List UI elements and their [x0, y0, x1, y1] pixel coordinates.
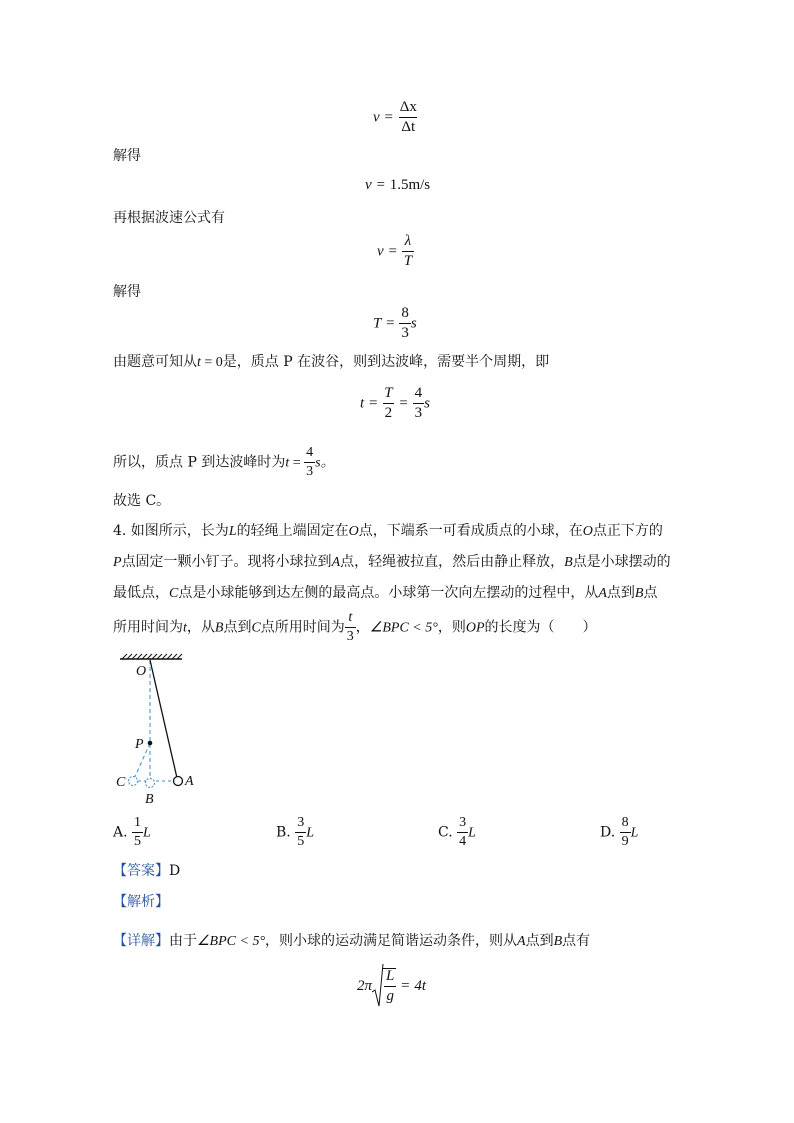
fraction: $\frac{3}{5}$	[297, 815, 305, 849]
question-4-line-1: 4. 如图所示，长为L的轻绳上端固定在O点，下端系一可看成质点的小球，在O点正下方的	[113, 523, 663, 539]
label-b: B	[145, 792, 154, 807]
text-jiede-2: 解得	[113, 284, 141, 300]
option-d[interactable]: D. $\frac{8}{9}$ L	[600, 815, 639, 849]
equation-half-period: t = $\frac{T}{2}$ = $\frac{4}{3}$ s	[360, 385, 430, 421]
nail-point	[148, 741, 153, 746]
text-problem-analysis: 由题意可知从t = 0是，质点 P 在波谷，则到达波峰，需要半个周期，即	[113, 354, 550, 370]
question-4-line-3: 最低点，C点是小球能够到达左侧的最高点。小球第一次向左摆动的过程中，从A点到B点	[113, 585, 658, 601]
option-c[interactable]: C. $\frac{3}{4}$ L	[438, 815, 476, 849]
ball-a	[174, 777, 183, 786]
detail-line: 【详解】由于∠BPC < 5°，则小球的运动满足简谐运动条件，则从A点到B点有	[113, 933, 591, 949]
fraction: $\frac{\lambda}{T}$	[403, 233, 413, 269]
analysis-line	[113, 892, 169, 912]
rope-line	[150, 660, 177, 778]
pendulum-diagram	[110, 652, 210, 812]
label-o: O	[136, 664, 147, 679]
ball-c	[129, 777, 138, 786]
option-b[interactable]: B. $\frac{3}{5}$ L	[276, 815, 314, 849]
fraction: $\frac{8}{3}$	[401, 305, 409, 341]
label-c: C	[116, 775, 126, 790]
equation-period: T = $\frac{8}{3}$ s	[373, 305, 417, 341]
analysis-label: 【解析】	[113, 894, 169, 910]
equation-velocity-value: v = 1.5m/s	[365, 177, 431, 193]
fraction: $\frac{3}{4}$	[459, 815, 467, 849]
answer-value: D	[169, 863, 181, 879]
fraction: $\frac{L}{g}$	[386, 968, 395, 1004]
equation-wave-speed: v = $\frac{\lambda}{T}$	[377, 233, 413, 269]
text-conclusion: 所以，质点 P 到达波峰时为t = $\frac{4}{3}$ s。	[113, 445, 335, 479]
fraction: $\frac{1}{5}$	[134, 815, 142, 849]
option-a[interactable]: A. $\frac{1}{5}$ L	[113, 815, 151, 849]
detail-label: 【详解】	[113, 933, 169, 949]
fraction: $\frac{\Delta x}{\Delta t}$	[399, 99, 417, 135]
equation-velocity-def: v = $\frac{\Delta x}{\Delta t}$	[373, 99, 417, 135]
text-jiede-1: 解得	[113, 148, 141, 164]
fraction: $\frac{T}{2}$	[384, 385, 393, 421]
radical-icon	[372, 964, 384, 1008]
ball-b	[146, 779, 155, 788]
text-choose-c: 故选 C。	[113, 493, 171, 509]
sqrt-sign	[372, 968, 396, 1004]
fraction: $\frac{4}{3}$	[414, 385, 423, 421]
question-4-line-2: P点固定一颗小钉子。现将小球拉到A点，轻绳被拉直，然后由静止释放，B点是小球摆动的	[113, 554, 671, 570]
label-p: P	[135, 737, 144, 752]
label-a: A	[185, 774, 194, 789]
question-4-line-4: 所用时间为t，从B点到C点所用时间为 $\frac{t}{3}$ ，∠BPC < 5°，则OP的长度为（ ）	[113, 610, 597, 644]
text-wave-speed: 再根据波速公式有	[113, 210, 225, 226]
equation-period-shm: 2π $\frac{L}{g}$ = 4t	[357, 968, 426, 1004]
fraction: $\frac{t}{3}$	[346, 610, 354, 644]
answer-line	[113, 861, 180, 881]
answer-label: 【答案】	[113, 863, 169, 879]
fraction: $\frac{8}{9}$	[621, 815, 629, 849]
fraction: $\frac{4}{3}$	[306, 445, 314, 479]
